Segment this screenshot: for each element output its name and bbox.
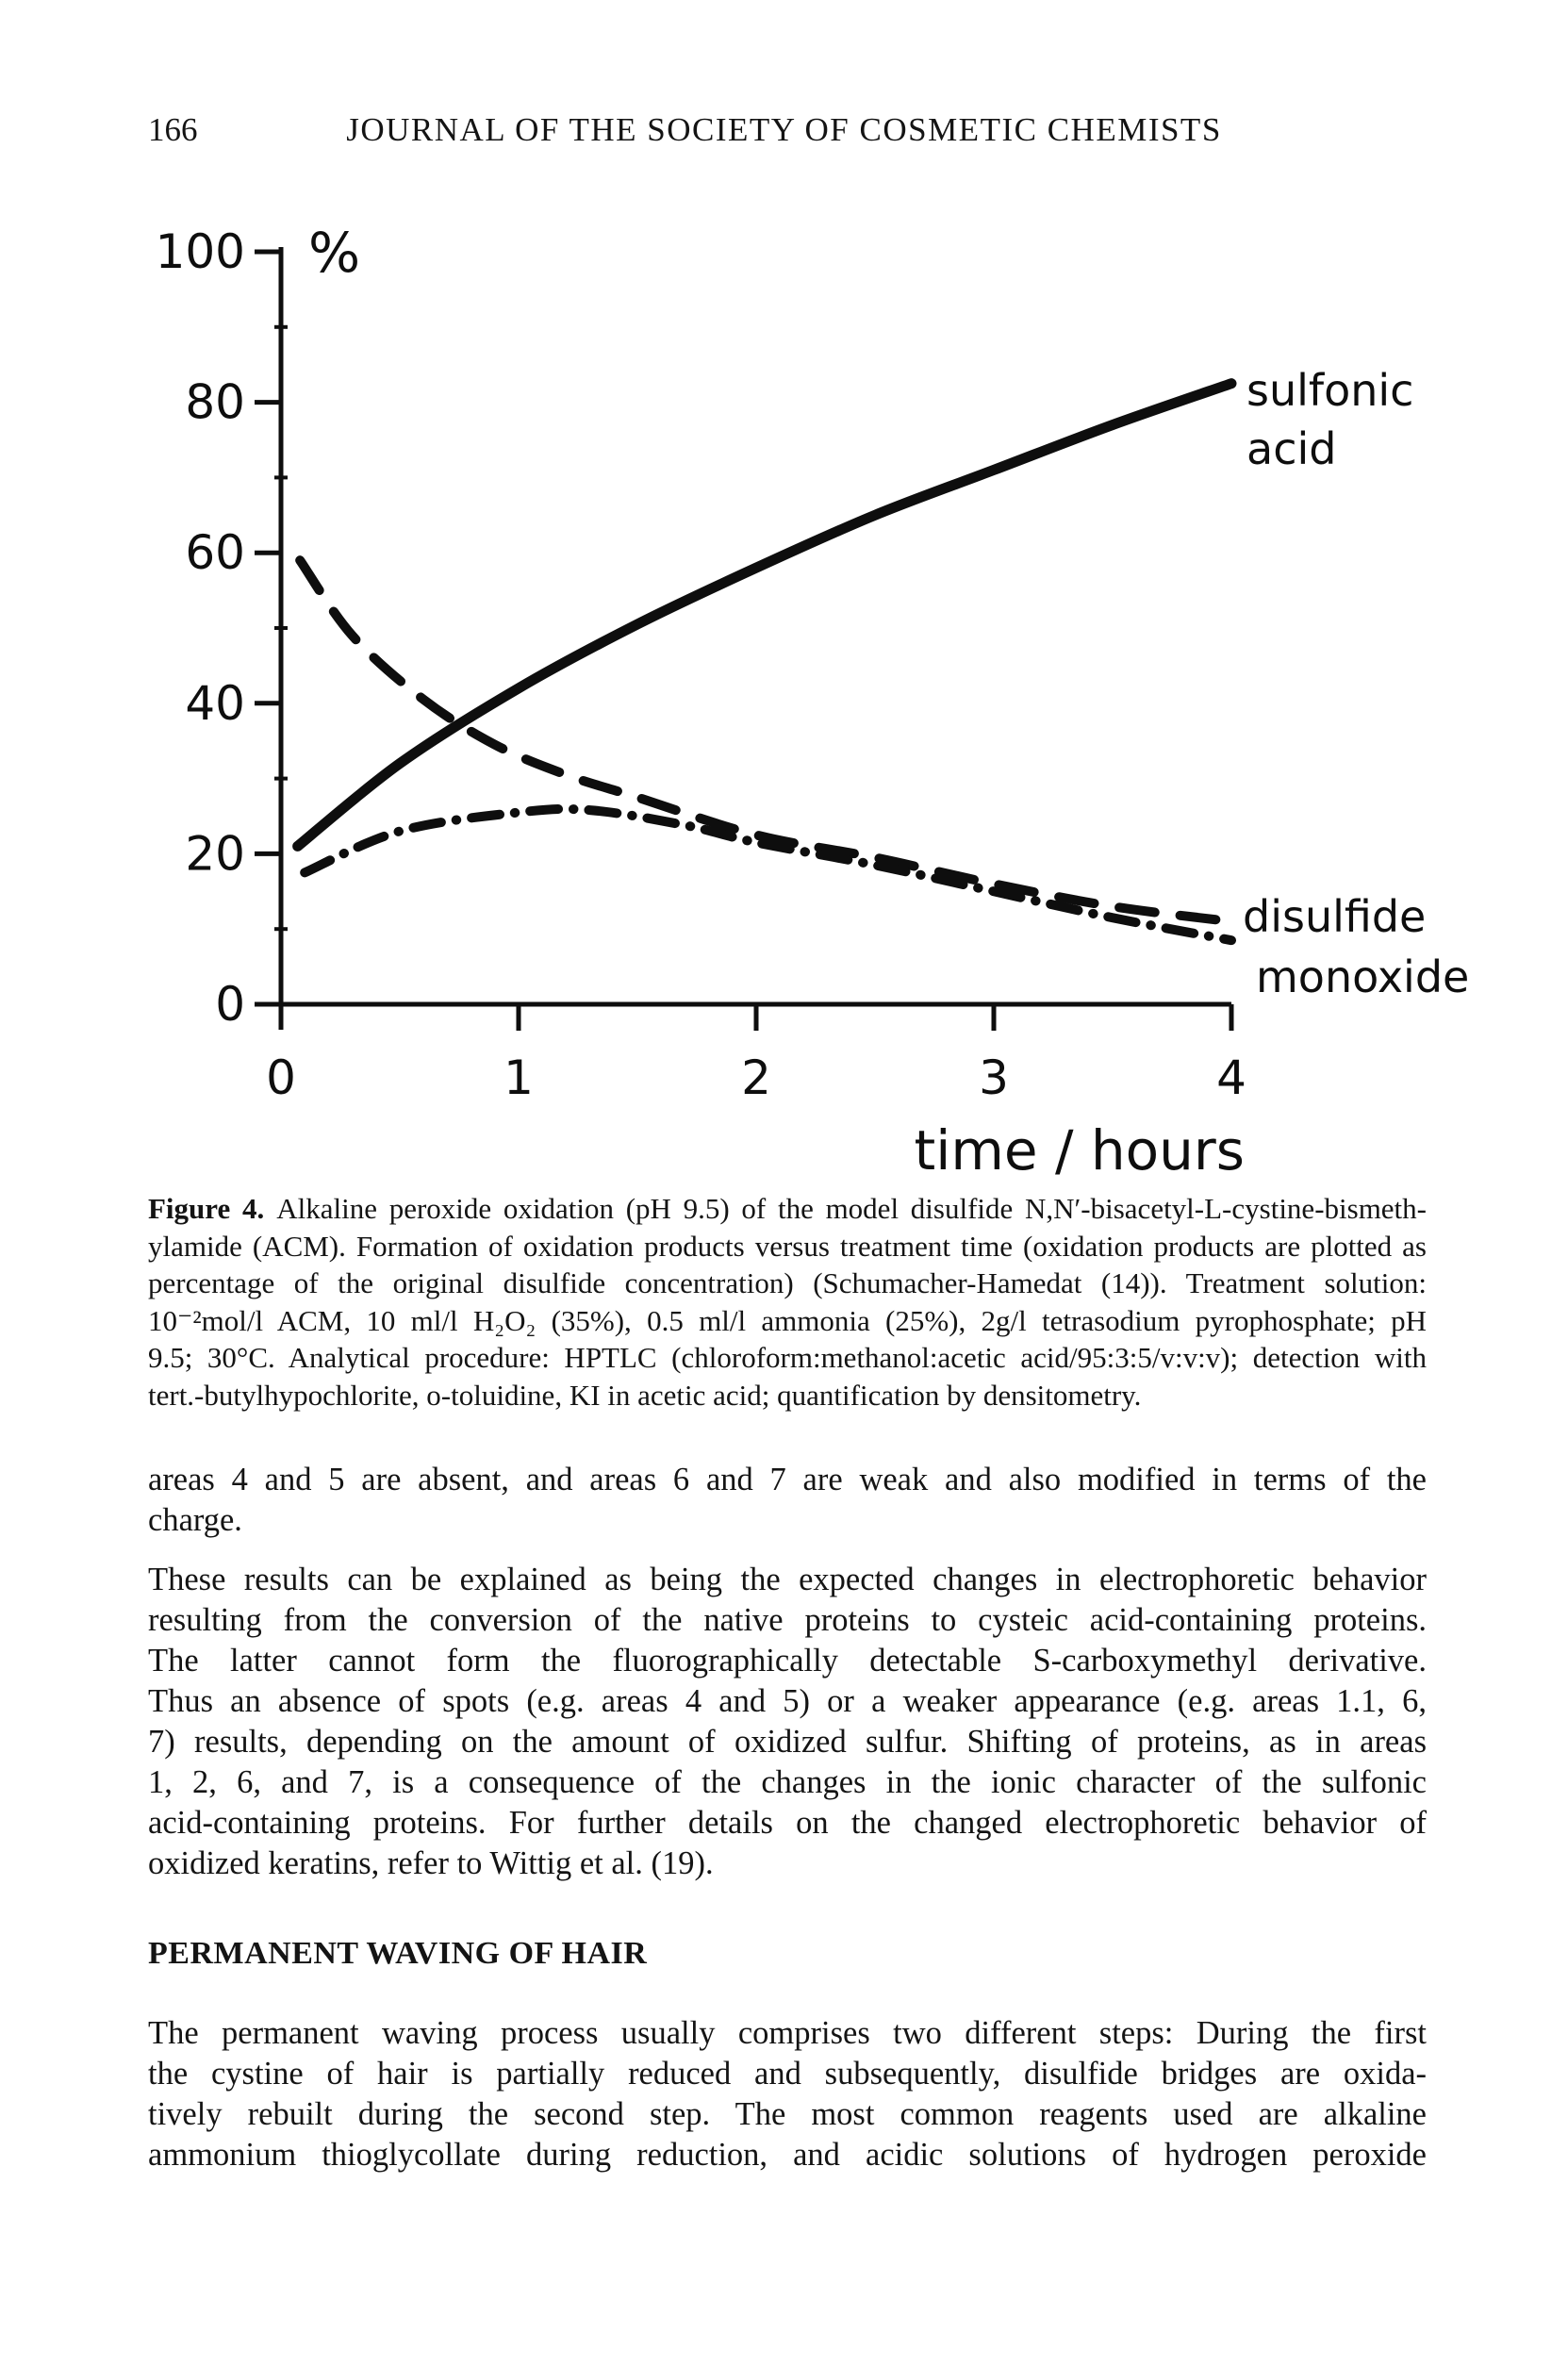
curve-label-monoxide: monoxide bbox=[1256, 951, 1470, 1002]
curve-monoxide bbox=[305, 809, 1231, 940]
body-line: Thus an absence of spots (e.g. areas 4 and 5) or a weaker appearance (e.g. areas 1.1, 6, bbox=[148, 1683, 1427, 1719]
body-line: 7) results, depending on the amount of oxidized sulfur. Shifting of proteins, as in areas bbox=[148, 1724, 1427, 1760]
paragraph bbox=[148, 1560, 1427, 1884]
paragraph bbox=[148, 2013, 1427, 2175]
figure-caption bbox=[148, 1190, 1427, 1414]
caption-line: 10⁻²mol/l ACM, 10 ml/l H₂O₂ (35%), 0.5 ml/l ammonia (25%), 2g/l tetrasodium pyrophosphate; pH bbox=[148, 1303, 1427, 1337]
caption-line: tert.-butylhypochlorite, o-toluidine, KI in acetic acid; quantification by densitometry. bbox=[148, 1378, 1142, 1412]
y-axis-unit-label: % bbox=[308, 221, 361, 285]
chart-curves bbox=[298, 384, 1231, 941]
x-tick-label: 2 bbox=[741, 1050, 771, 1105]
caption-line: ylamide (ACM). Formation of oxidation products versus treatment time (oxidation products are plotted as bbox=[148, 1229, 1427, 1263]
body-line: These results can be explained as being the expected changes in electrophoretic behavior bbox=[148, 1562, 1427, 1597]
caption-text: Alkaline peroxide oxidation (pH 9.5) of the model disulfide N,N′-bisacetyl-L-cystine-bismeth- bbox=[276, 1192, 1427, 1225]
caption-line bbox=[148, 1190, 1427, 1228]
paragraph bbox=[148, 1460, 1427, 1541]
page-number: 166 bbox=[148, 111, 198, 148]
x-axis-title: time / hours bbox=[914, 1118, 1245, 1182]
figure-label: Figure 4. bbox=[148, 1192, 265, 1225]
curve-label-sulfonic: sulfonic bbox=[1246, 365, 1414, 416]
body-line: tively rebuilt during the second step. The most common reagents used are alkaline bbox=[148, 2096, 1427, 2132]
y-tick-label: 20 bbox=[185, 826, 245, 882]
body-line: the cystine of hair is partially reduced and subsequently, disulfide bridges are oxida- bbox=[148, 2056, 1427, 2092]
curve-label-acid: acid bbox=[1246, 423, 1337, 474]
chart-axes bbox=[156, 224, 1246, 1105]
body-line: 1, 2, 6, and 7, is a consequence of the changes in the ionic character of the sulfonic bbox=[148, 1764, 1427, 1800]
journal-title: JOURNAL OF THE SOCIETY OF COSMETIC CHEMISTS bbox=[346, 111, 1222, 148]
x-tick-label: 1 bbox=[503, 1050, 534, 1105]
curve-sulfonic-acid bbox=[298, 384, 1231, 847]
body-line: acid-containing proteins. For further details on the changed electrophoretic behavior of bbox=[148, 1805, 1427, 1841]
section-heading: PERMANENT WAVING OF HAIR bbox=[148, 1936, 648, 1971]
y-tick-label: 60 bbox=[185, 525, 245, 581]
body-line: oxidized keratins, refer to Wittig et al. (19). bbox=[148, 1845, 714, 1881]
y-tick-label: 40 bbox=[185, 675, 245, 731]
caption-line: 9.5; 30°C. Analytical procedure: HPTLC (chloroform:methanol:acetic acid/95:3:5/v:v:v); detection with bbox=[148, 1341, 1427, 1374]
body-line: charge. bbox=[148, 1502, 242, 1538]
body-line: ammonium thioglycollate during reduction, and acidic solutions of hydrogen peroxide bbox=[148, 2137, 1427, 2173]
y-tick-label: 100 bbox=[155, 224, 245, 279]
y-tick-label: 80 bbox=[185, 374, 245, 430]
body-line: areas 4 and 5 are absent, and areas 6 and 7 are weak and also modified in terms of the bbox=[148, 1462, 1427, 1497]
y-tick-label: 0 bbox=[215, 977, 245, 1032]
body-line: The latter cannot form the fluorographically detectable S-carboxymethyl derivative. bbox=[148, 1643, 1427, 1679]
x-tick-label: 0 bbox=[266, 1050, 296, 1105]
body-line: resulting from the conversion of the native proteins to cysteic acid-containing proteins. bbox=[148, 1602, 1427, 1638]
x-tick-label: 3 bbox=[979, 1050, 1009, 1105]
x-tick-label: 4 bbox=[1216, 1050, 1246, 1105]
caption-line: percentage of the original disulfide concentration) (Schumacher-Hamedat (14)). Treatment solution: bbox=[148, 1266, 1427, 1299]
body-text bbox=[148, 1460, 1427, 2194]
body-line: The permanent waving process usually comprises two different steps: During the first bbox=[148, 2015, 1427, 2051]
curve-label-disulfide: disulfide bbox=[1243, 891, 1427, 942]
